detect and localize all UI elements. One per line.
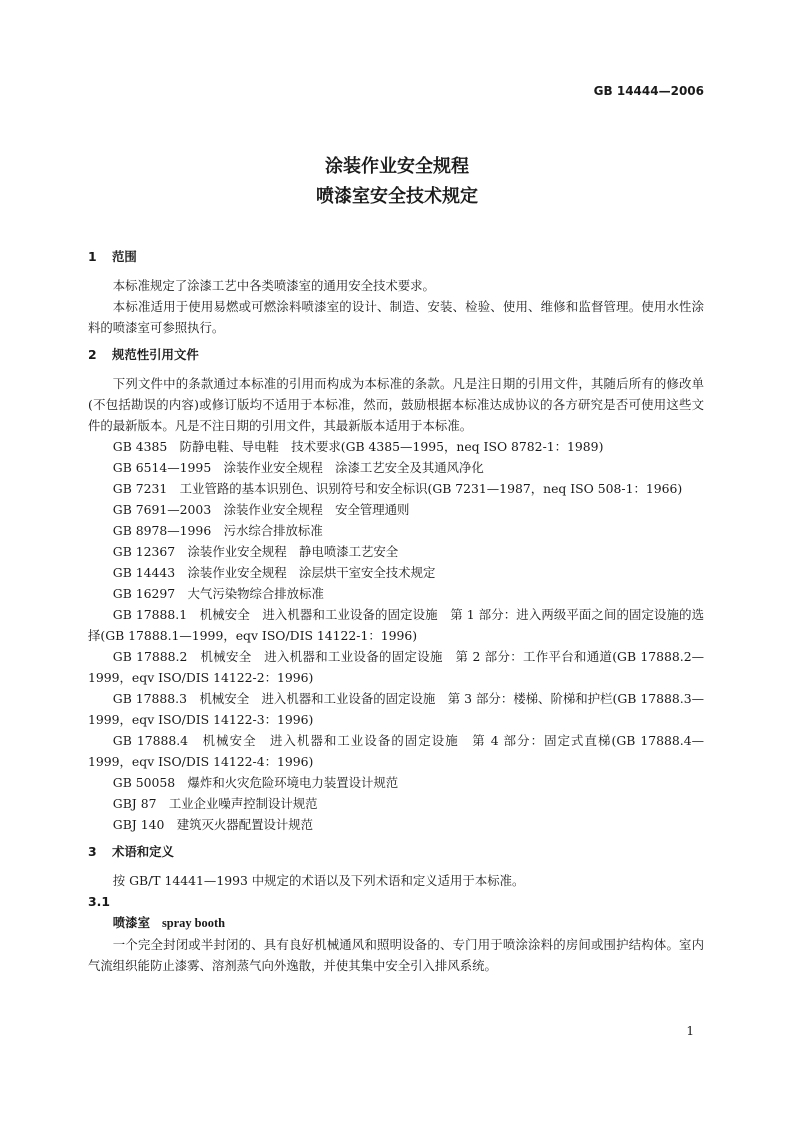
reference-item: GB 17888.2 机械安全 进入机器和工业设备的固定设施 第 2 部分：工作平台和通道(GB 17888.2—1999，eqv ISO/DIS 14122-2：1996) [88, 649, 704, 685]
reference-item [88, 583, 704, 604]
reference-title: 涂装作业安全规程 涂层烘干室安全技术规定 [187, 565, 436, 580]
reference-code: GB 16297 [112, 586, 176, 601]
section-title: 规范性引用文件 [112, 347, 199, 362]
reference-title: 工业企业噪声控制设计规范 [168, 796, 318, 811]
reference-title: 涂装作业安全规程 静电喷漆工艺安全 [187, 544, 399, 559]
paragraph: 本标准规定了涂漆工艺中各类喷漆室的通用安全技术要求。 [112, 278, 435, 293]
reference-code: GB 7691—2003 [112, 502, 212, 517]
document-title: 涂装作业安全规程 [325, 156, 469, 177]
reference-code: GB 14443 [112, 565, 176, 580]
term-chinese: 喷漆室 [112, 915, 150, 930]
reference-title: 大气污染物综合排放标准 [187, 586, 324, 601]
reference-code: GB 7231 [112, 481, 168, 496]
reference-title: 污水综合排放标准 [223, 523, 323, 538]
reference-item [88, 793, 704, 814]
reference-item [88, 772, 704, 793]
section-title: 术语和定义 [112, 844, 174, 859]
reference-code: GBJ 87 [112, 796, 157, 811]
reference-title: 爆炸和火灾危险环境电力装置设计规范 [187, 775, 399, 790]
reference-item: GB 17888.3 机械安全 进入机器和工业设备的固定设施 第 3 部分：楼梯、阶梯和护栏(GB 17888.3—1999，eqv ISO/DIS 14122-3：1996) [88, 691, 704, 727]
section-number: 3 [88, 844, 97, 859]
reference-code: GB 8978—1996 [112, 523, 212, 538]
reference-item: GB 17888.4 机械安全 进入机器和工业设备的固定设施 第 4 部分：固定式直梯(GB 17888.4—1999，eqv ISO/DIS 14122-4：1996) [88, 733, 704, 769]
document-body [88, 246, 704, 976]
reference-title: 涂装作业安全规程 涂漆工艺安全及其通风净化 [223, 460, 484, 475]
reference-item [88, 814, 704, 835]
section-2-heading [88, 344, 704, 365]
paragraph: 本标准适用于使用易燃或可燃涂料喷漆室的设计、制造、安装、检验、使用、维修和监督管理。使用水性涂料的喷漆室可参照执行。 [88, 299, 704, 335]
section-number: 1 [88, 249, 97, 264]
reference-item: GB 17888.1 机械安全 进入机器和工业设备的固定设施 第 1 部分：进入两级平面之间的固定设施的选择(GB 17888.1—1999，eqv ISO/DIS 14122-1：1996) [88, 607, 704, 643]
section-3-heading [88, 841, 704, 862]
term-heading [88, 912, 704, 934]
document-subtitle: 喷漆室安全技术规定 [316, 186, 478, 207]
section-number: 2 [88, 347, 97, 362]
term-number: 3.1 [88, 894, 110, 909]
reference-item [88, 499, 704, 520]
section-1-heading [88, 246, 704, 267]
reference-item [88, 457, 704, 478]
reference-title: 建筑灭火器配置设计规范 [176, 817, 314, 832]
reference-title: 工业管路的基本识别色、识别符号和安全标识(GB 7231—1987，neq ISO 508-1：1966) [179, 481, 683, 496]
reference-code: GBJ 140 [112, 817, 165, 832]
reference-title: 涂装作业安全规程 安全管理通则 [223, 502, 410, 517]
term-definition: 一个完全封闭或半封闭的、具有良好机械通风和照明设备的、专门用于喷涂涂料的房间或围护结构体。室内气流组织能防止漆雾、溶剂蒸气向外逸散，并使其集中安全引入排风系统。 [88, 937, 704, 973]
page-number: 1 [686, 1024, 694, 1038]
reference-code: GB 50058 [112, 775, 176, 790]
paragraph: 按 GB/T 14441—1993 中规定的术语以及下列术语和定义适用于本标准。 [112, 873, 525, 888]
reference-code: GB 12367 [112, 544, 176, 559]
reference-title: 防静电鞋、导电鞋 技术要求(GB 4385—1995，neq ISO 8782-1：1989) [179, 439, 604, 454]
reference-item [88, 541, 704, 562]
section-title: 范围 [112, 249, 137, 264]
paragraph: 下列文件中的条款通过本标准的引用而构成为本标准的条款。凡是注日期的引用文件，其随后所有的修改单(不包括勘误的内容)或修订版均不适用于本标准，然而，鼓励根据本标准达成协议的各方研究是否可使用这些文件的最新版本。凡是不注日期的引用文件，其最新版本适用于本标准。 [88, 376, 704, 433]
reference-item [88, 562, 704, 583]
reference-code: GB 4385 [112, 439, 168, 454]
reference-item [88, 436, 704, 457]
reference-item [88, 520, 704, 541]
standard-number: GB 14444—2006 [593, 84, 704, 98]
reference-code: GB 6514—1995 [112, 460, 212, 475]
term-english: spray booth [161, 916, 225, 930]
reference-item [88, 478, 704, 499]
